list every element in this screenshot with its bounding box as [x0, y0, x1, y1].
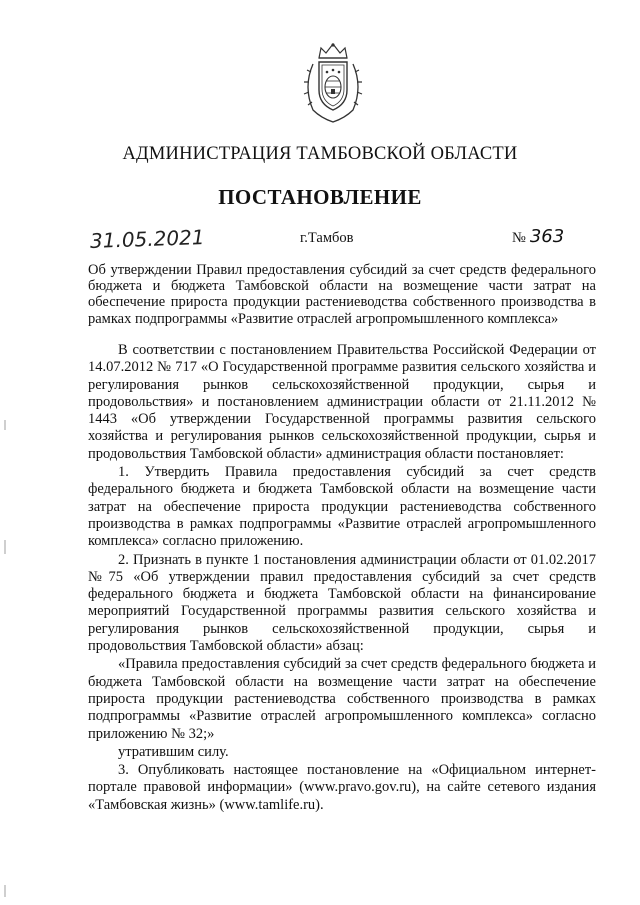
scan-edge-mark — [4, 885, 6, 897]
scan-edge-mark — [4, 540, 6, 554]
body-paragraph: утратившим силу. — [118, 743, 229, 760]
organization-name: АДМИНИСТРАЦИЯ ТАМБОВСКОЙ ОБЛАСТИ — [122, 144, 518, 164]
body-paragraph: 2. Признать в пункте 1 постановления администрации области от 01.02.2017 №75 «Об утверждении правил предоставления субсидий за счет средств федерального бюджета и бюджета Тамбовской области на финансирование мероприятий Государственной программы развития сельского хозяйства и регулирования рынков сельскохозяйственной продукции, сырья и продовольствия Тамбовской области» абзац: — [88, 551, 596, 655]
body-paragraph: В соответствии с постановлением Правительства Российской Федерации от 14.07.2012 № 717 «О Государственной программе развития сельского хозяйства и регулирования рынков сельскохозяйственной продукции, сырья и продовольствия» и постановлением администрации области от 21.11.2012 № 1443 «Об утверждении Государственной программы развития сельского хозяйства и регулирования рынков сельскохозяйственной продукции, сырья и продовольствия Тамбовской области» администрация области постановляет: — [88, 342, 596, 462]
document-number — [512, 226, 564, 247]
document-body — [88, 342, 596, 814]
body-paragraph: 1. Утвердить Правила предоставления субсидий за счет средств федерального бюджета и бюджета Тамбовской области на возмещение части затрат на обеспечение прироста продукции растениеводства собственного производства в рамках подпрограммы «Развитие отраслей агропромышленного комплекса» согласно приложению. — [88, 464, 596, 550]
scan-edge-mark — [4, 420, 6, 430]
document-type: ПОСТАНОВЛЕНИЕ — [218, 185, 422, 209]
document-city: г.Тамбов — [300, 230, 354, 246]
document-date: 31.05.2021 — [89, 225, 205, 253]
body-paragraph: 3. Опубликовать настоящее постановление на «Официальном интернет-портале правовой информации» (www.pravo.gov.ru), на сайте сетевого издания «Тамбовская жизнь» (www.tamlife.ru). — [88, 762, 596, 813]
document-subject: Об утверждении Правил предоставления субсидий за счет средств федерального бюджета и бюджета Тамбовской области на возмещение части затрат на обеспечение прироста продукции растениеводства собственного производства в рамках подпрограммы «Развитие отраслей агропромышленного комплекса» — [88, 262, 596, 327]
coat-of-arms-icon — [299, 42, 367, 124]
body-paragraph: «Правила предоставления субсидий за счет средств федерального бюджета и бюджета Тамбовской области на возмещение части затрат на обеспечение прироста продукции растениеводства собственного производства в рамках подпрограммы «Развитие отраслей агропромышленного комплекса» согласно приложению № 32;» — [88, 656, 596, 742]
number-prefix: № — [512, 230, 526, 246]
number-value: 363 — [529, 226, 565, 247]
